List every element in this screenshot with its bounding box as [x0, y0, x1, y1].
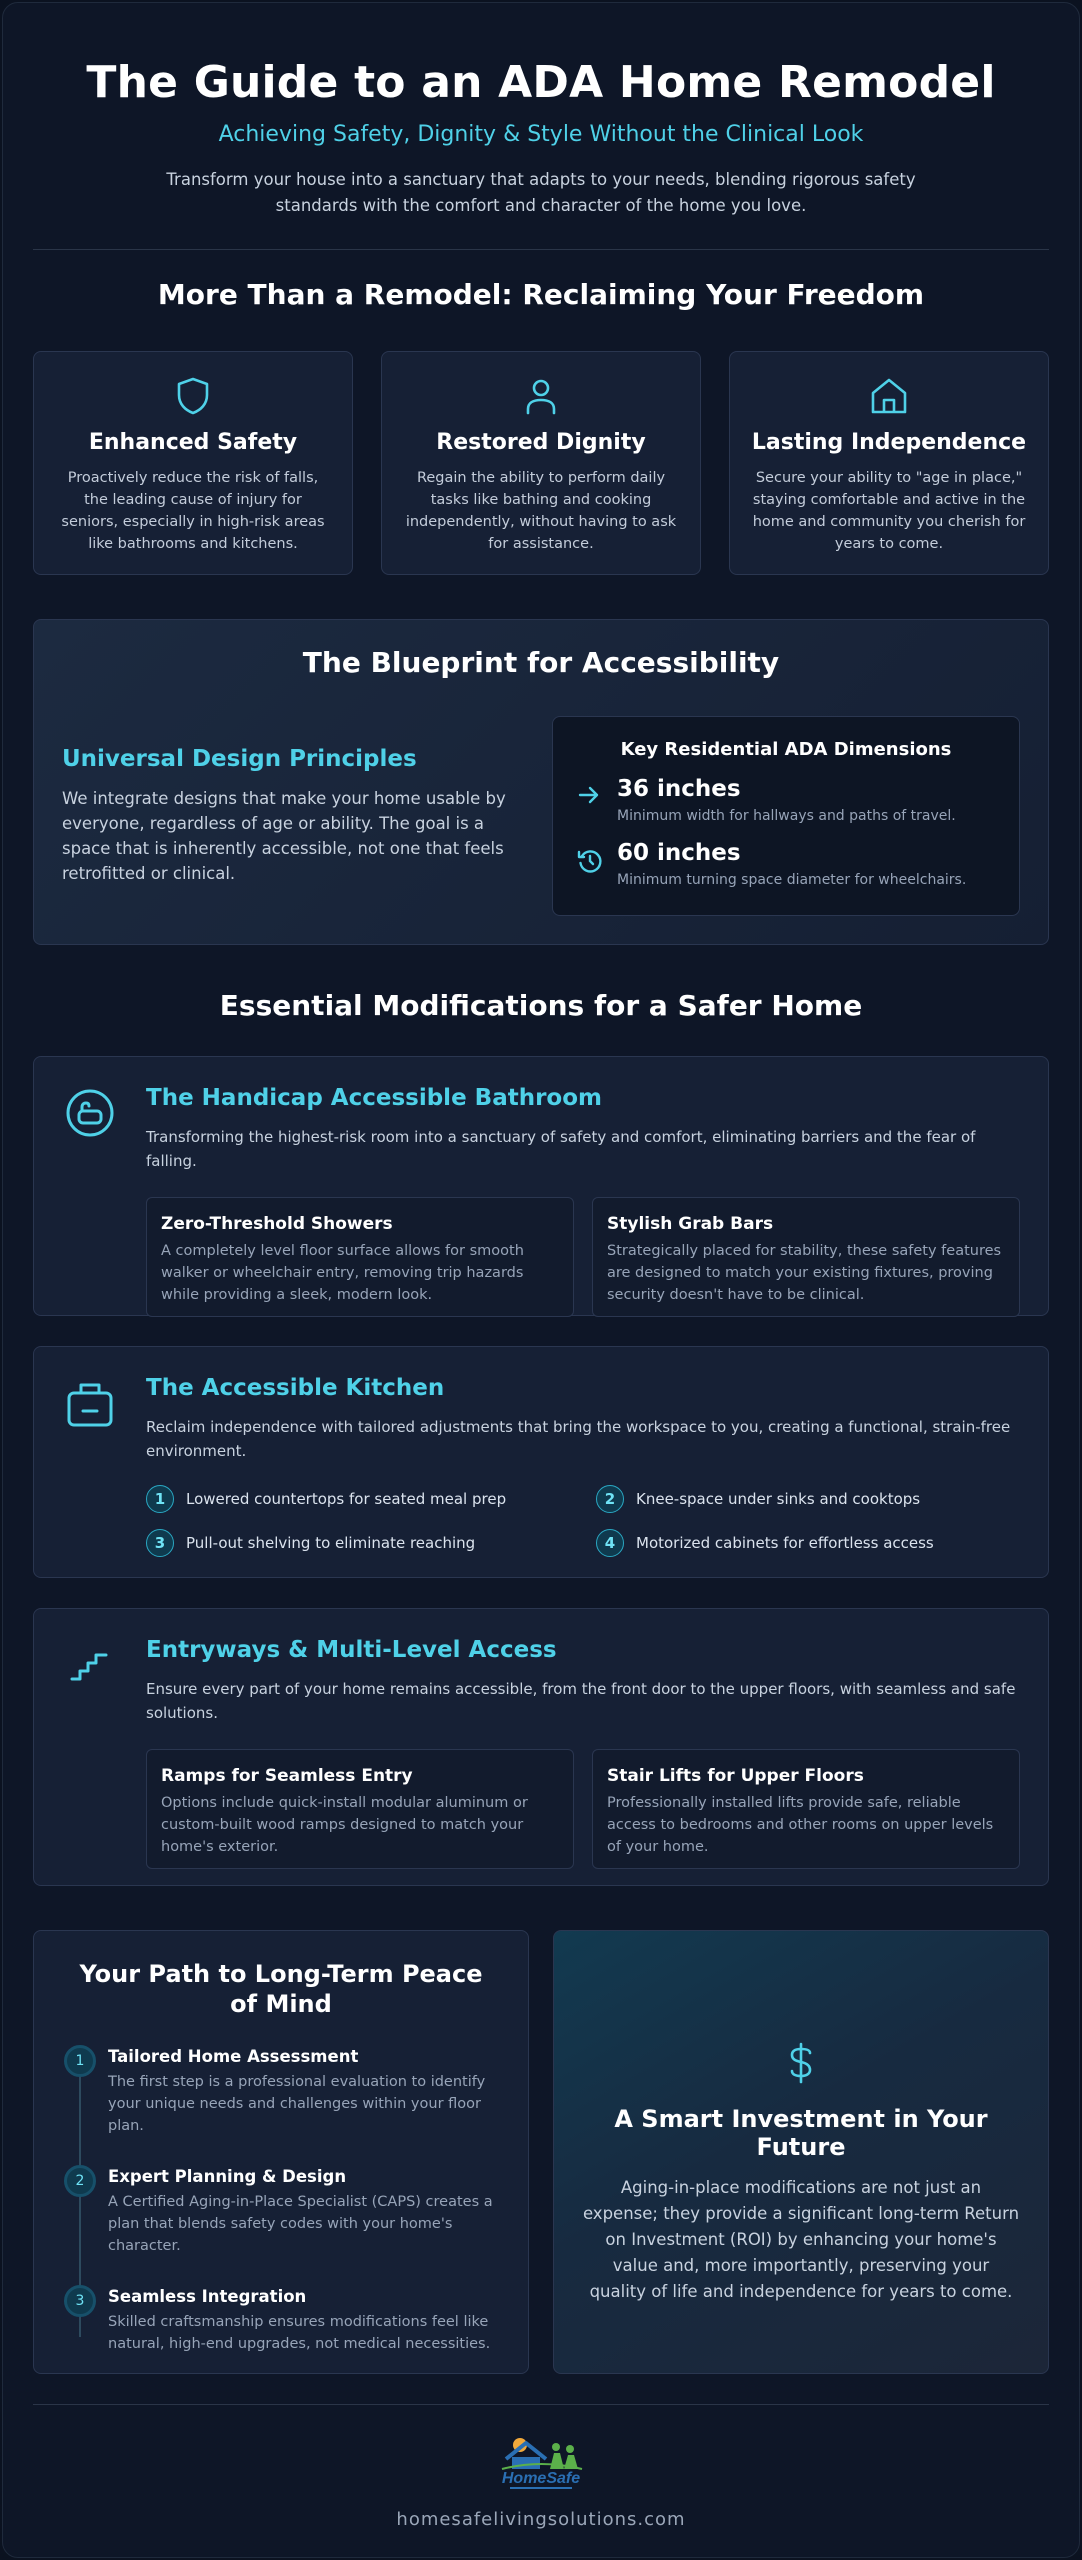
steps-timeline — [62, 2045, 500, 2405]
bathtub-icon — [62, 1085, 118, 1141]
list-number: 3 — [146, 1529, 174, 1557]
entryway-title: Entryways & Multi-Level Access — [146, 1637, 557, 1663]
dimension-item — [577, 776, 995, 824]
list-number: 4 — [596, 1529, 624, 1557]
stairs-icon — [62, 1637, 118, 1693]
bottom-row — [33, 1930, 1049, 2374]
kitchen-title: The Accessible Kitchen — [146, 1375, 445, 1401]
bathroom-features — [146, 1197, 1020, 1317]
home-icon — [750, 374, 1028, 418]
investment-title: A Smart Investment in Your Future — [614, 2105, 988, 2161]
blueprint-title: The Blueprint for Accessibility — [302, 646, 780, 679]
step-number: 1 — [64, 2045, 96, 2077]
step-number: 3 — [64, 2285, 96, 2317]
bathroom-desc: Transforming the highest-risk room into a sanctuary of safety and comfort, eliminating barriers and the fear of falling. — [146, 1128, 976, 1170]
principles-text: We integrate designs that make your home usable by everyone, regardless of age or ability. The goal is a space that is inherently accessible, not one that feels retrofitted or clinical. — [62, 789, 506, 883]
feature-text: Professionally installed lifts provide safe, reliable access to bedrooms and other rooms on upper levels of your home. — [607, 1795, 994, 1855]
list-item — [596, 1529, 1016, 1557]
dimension-value: 36 inches — [617, 776, 741, 802]
benefit-text: Proactively reduce the risk of falls, the leading cause of injury for seniors, especially in high-risk areas like bathrooms and kitchens. — [61, 470, 325, 552]
kitchen-desc: Reclaim independence with tailored adjustments that bring the workspace to you, creating a functional, strain-free environment. — [146, 1418, 1011, 1460]
step-text: A Certified Aging-in-Place Specialist (CAPS) creates a plan that blends safety codes with your home's character. — [108, 2194, 493, 2254]
list-text: Motorized cabinets for effortless access — [636, 1534, 934, 1552]
kitchen-card — [33, 1346, 1049, 1578]
dimension-text: Minimum turning space diameter for wheelchairs. — [617, 872, 967, 888]
dimension-text: Minimum width for hallways and paths of travel. — [617, 808, 956, 824]
bathroom-title: The Handicap Accessible Bathroom — [146, 1085, 603, 1111]
benefits-row — [33, 351, 1049, 575]
rotate-clock-icon — [577, 840, 617, 878]
benefit-card-safety — [33, 351, 353, 575]
page-subtitle: Achieving Safety, Dignity & Style Without the Clinical Look — [218, 122, 864, 147]
feature-card — [592, 1197, 1020, 1317]
path-title: Your Path to Long-Term Peace of Mind — [79, 1960, 483, 2018]
benefit-card-independence — [729, 351, 1049, 575]
timeline-step — [62, 2285, 500, 2405]
ada-dimensions-panel — [552, 716, 1020, 916]
feature-title: Ramps for Seamless Entry — [161, 1766, 413, 1786]
feature-title: Stair Lifts for Upper Floors — [607, 1766, 864, 1786]
bathroom-card — [33, 1056, 1049, 1316]
entryway-card — [33, 1608, 1049, 1886]
step-title: Tailored Home Assessment — [108, 2047, 359, 2066]
step-text: Skilled craftsmanship ensures modifications feel like natural, high-end upgrades, not medical necessities. — [108, 2314, 491, 2352]
benefit-title: Enhanced Safety — [88, 430, 298, 455]
dollar-icon — [582, 2041, 1020, 2089]
list-number: 1 — [146, 1485, 174, 1513]
step-title: Seamless Integration — [108, 2287, 307, 2306]
timeline-step — [62, 2165, 500, 2285]
blueprint-section — [33, 619, 1049, 945]
homesafe-logo — [33, 2429, 1049, 2495]
entryway-desc: Ensure every part of your home remains accessible, from the front door to the upper floors, with seamless and safe solutions. — [146, 1680, 1016, 1722]
footer-url: homesafelivingsolutions.com — [396, 2509, 686, 2530]
logo-wordmark: HomeSafe — [501, 2470, 581, 2487]
feature-card — [146, 1197, 574, 1317]
benefit-title: Restored Dignity — [436, 430, 646, 455]
feature-text: A completely level floor surface allows for smooth walker or wheelchair entry, removing trip hazards while providing a sleek, modern look. — [161, 1243, 524, 1303]
list-item — [596, 1485, 1016, 1513]
benefit-card-dignity — [381, 351, 701, 575]
dimension-item — [577, 840, 995, 888]
list-item — [146, 1485, 596, 1513]
arrow-right-icon — [577, 776, 617, 810]
divider — [33, 249, 1049, 250]
step-title: Expert Planning & Design — [108, 2167, 347, 2186]
kitchen-list — [146, 1485, 1020, 1557]
timeline-step — [62, 2045, 500, 2165]
person-icon — [402, 374, 680, 418]
benefit-text: Regain the ability to perform daily tasks like bathing and cooking independently, without having to ask for assistance. — [405, 470, 677, 552]
step-text: The first step is a professional evaluation to identify your unique needs and challenges within your floor plan. — [108, 2074, 486, 2134]
path-card — [33, 1930, 529, 2374]
dimension-value: 60 inches — [617, 840, 741, 866]
investment-text: Aging-in-place modifications are not just an expense; they provide a significant long-term Return on Investment (ROI) by enhancing your home's value and, more importantly, preserving your quality of life and independence for years to come. — [582, 2178, 1020, 2301]
benefit-text: Secure your ability to "age in place," staying comfortable and active in the home and community you cherish for years to come. — [752, 470, 1026, 552]
list-text: Knee-space under sinks and cooktops — [636, 1490, 921, 1508]
feature-text: Strategically placed for stability, these safety features are designed to match your existing fixtures, proving security doesn't have to be clinical. — [607, 1243, 1002, 1303]
benefits-title: More Than a Remodel: Reclaiming Your Freedom — [157, 278, 925, 311]
infographic-page — [2, 2, 1080, 2558]
feature-title: Stylish Grab Bars — [607, 1214, 774, 1234]
feature-card — [146, 1749, 574, 1869]
benefit-title: Lasting Independence — [751, 430, 1027, 455]
list-text: Lowered countertops for seated meal prep — [186, 1490, 507, 1508]
kitchen-icon — [62, 1375, 118, 1431]
step-number: 2 — [64, 2165, 96, 2197]
design-principles — [62, 746, 512, 886]
feature-title: Zero-Threshold Showers — [161, 1214, 393, 1234]
feature-card — [592, 1749, 1020, 1869]
list-item — [146, 1529, 596, 1557]
modifications-title: Essential Modifications for a Safer Home — [219, 989, 863, 1022]
principles-title: Universal Design Principles — [62, 746, 417, 772]
shield-icon — [54, 374, 332, 418]
entryway-features — [146, 1749, 1020, 1869]
feature-text: Options include quick-install modular aluminum or custom-built wood ramps designed to match your home's exterior. — [161, 1795, 528, 1855]
list-text: Pull-out shelving to eliminate reaching — [186, 1534, 476, 1552]
intro-text: Transform your house into a sanctuary that adapts to your needs, blending rigorous safety standards with the comfort and character of the home you love. — [166, 170, 916, 215]
page-title: The Guide to an ADA Home Remodel — [86, 57, 996, 108]
dimensions-title: Key Residential ADA Dimensions — [620, 739, 952, 760]
list-number: 2 — [596, 1485, 624, 1513]
investment-card — [553, 1930, 1049, 2374]
